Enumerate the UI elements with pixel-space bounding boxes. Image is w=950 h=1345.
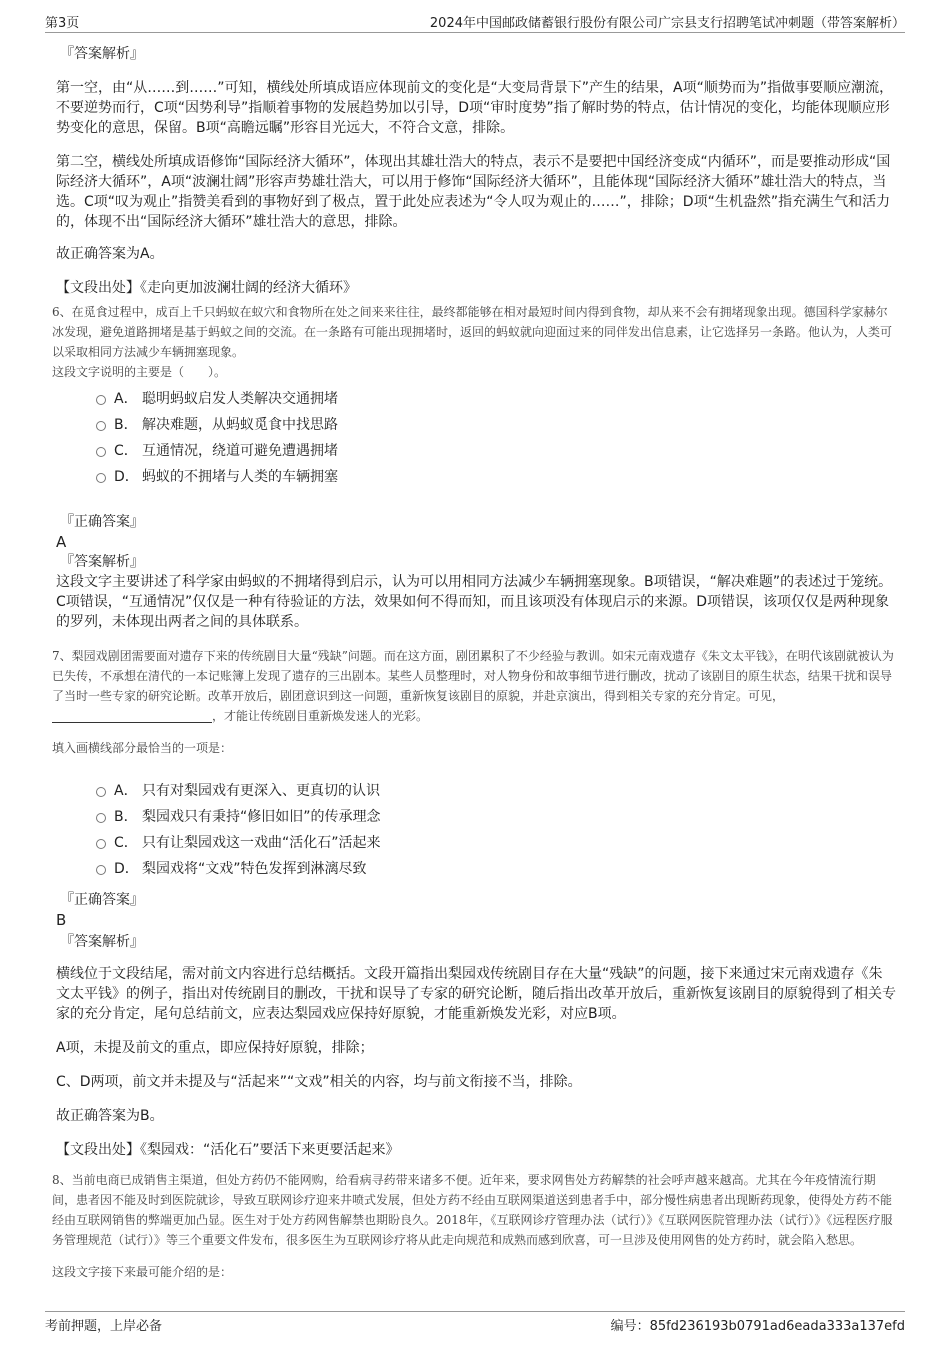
q7-options xyxy=(56,778,896,882)
q7-answer-label: 『正确答案』 xyxy=(60,892,144,908)
q7-analysis-p2: A项，未提及前文的重点，即应保持好原貌，排除； xyxy=(56,1040,374,1056)
q6-analysis-label: 『答案解析』 xyxy=(60,554,144,570)
q6-option-a[interactable]: A． 聪明蚂蚁启发人类解决交通拥堵 xyxy=(56,386,896,412)
q7-option-b[interactable]: B． 梨园戏只有秉持“修旧如旧”的传承理念 xyxy=(56,804,896,830)
radio-icon[interactable] xyxy=(96,839,106,849)
radio-icon[interactable] xyxy=(96,787,106,797)
q7-answer: B xyxy=(56,911,67,929)
q7-prompt: 填入画横线部分最恰当的一项是： xyxy=(52,741,233,755)
q7-question-text: 7、梨园戏剧团需要面对遗存下来的传统剧目大量“残缺”问题。而在这方面，剧团累积了不少经验与教训。如宋元南戏遗存《朱文太平钱》，在明代该剧就被认为已失传，不承想在清代的一本记账簿上发现了遗存的三出剧本。某些人员整理时，对人物身份和故事细节进行删改，扰动了该剧目的原生状态，结果干扰和误导了当时一些专家的研究论断。改革开放后，剧团意识到这一问题，重新恢复该剧目的原貌，并赴京演出，得到相关专家的充分肯定。可见，，才能让传统剧目重新焕发迷人的光彩。 xyxy=(52,649,894,723)
document-body xyxy=(52,44,896,1282)
q7-option-d[interactable]: D． 梨园戏将“文戏”特色发挥到淋漓尽致 xyxy=(56,856,896,882)
q7-conclusion: 故正确答案为B。 xyxy=(56,1108,164,1124)
radio-icon[interactable] xyxy=(96,421,106,431)
q7-option-a[interactable]: A． 只有对梨园戏有更深入、更真切的认识 xyxy=(56,778,896,804)
fill-in-blank xyxy=(52,708,212,723)
q7-option-c[interactable]: C． 只有让梨园戏这一戏曲“活化石”活起来 xyxy=(56,830,896,856)
q5-analysis-p2: 第二空，横线处所填成语修饰“国际经济大循环”，体现出其雄壮浩大的特点，表示不是要把中国经济变成“内循环”，而是要推动形成“国际经济大循环”，A项“波澜壮阔”形容声势雄壮浩大，可以用于修饰“国际经济大循环”，且能体现“国际经济大循环”雄壮浩大的特点，当选。C项“叹为观止”指赞美看到的事物好到了极点，置于此处应表述为“令人叹为观止的……”，排除；D项“生机盎然”指充满生气和活力的，体现不出“国际经济大循环”雄壮浩大的意思，排除。 xyxy=(56,154,891,230)
page-footer xyxy=(45,1311,905,1334)
q6-options xyxy=(56,386,896,490)
q6-prompt: 这段文字说明的主要是（ ）。 xyxy=(52,365,227,379)
q6-analysis: 这段文字主要讲述了科学家由蚂蚁的不拥堵得到启示，认为可以用相同方法减少车辆拥塞现象。B项错误，“解决难题”的表述过于笼统。C项错误，“互通情况”仅仅是一种有待验证的方法，效果如何不得而知，而且该项没有体现启示的来源。D项错误，该项仅仅是两种现象的罗列，未体现出两者之间的具体联系。 xyxy=(56,574,893,630)
radio-icon[interactable] xyxy=(96,473,106,483)
page-header xyxy=(45,10,905,33)
q5-analysis-p1: 第一空，由“从……到……”可知，横线处所填成语应体现前文的变化是“大变局背景下”产生的结果，A项“顺势而为”指做事要顺应潮流，不要逆势而行，C项“因势利导”指顺着事物的发展趋势加以引导，D项“审时度势”指了解时势的特点，估计情况的变化，均能体现顺应形势变化的意思，保留。B项“高瞻远瞩”形容目光远大，不符合文意，排除。 xyxy=(56,80,894,136)
q5-source: 【文段出处】《走向更加波澜壮阔的经济大循环》 xyxy=(56,280,357,296)
q7-source: 【文段出处】《梨园戏：“活化石”要活下来更要活起来》 xyxy=(56,1142,400,1158)
q6-question-text: 6、在觅食过程中，成百上千只蚂蚁在蚁穴和食物所在处之间来来往往，最终都能够在相对最短时间内得到食物，却从来不会有拥堵现象出现。德国科学家赫尔冰发现，避免道路拥堵是基于蚂蚁之间的交流。在一条路有可能出现拥堵时，返回的蚂蚁就向迎面过来的同伴发出信息素，让它选择另一条路。他认为，人类可以采取相同方法减少车辆拥塞现象。 xyxy=(52,305,893,359)
document-title: 2024年中国邮政储蓄银行股份有限公司广宗县支行招聘笔试冲刺题（带答案解析） xyxy=(429,16,905,31)
q6-option-b[interactable]: B． 解决难题，从蚂蚁觅食中找思路 xyxy=(56,412,896,438)
footer-slogan: 考前押题，上岸必备 xyxy=(45,1319,163,1334)
radio-icon[interactable] xyxy=(96,447,106,457)
q6-option-c[interactable]: C． 互通情况，绕道可避免遭遇拥堵 xyxy=(56,438,896,464)
q5-analysis-label: 『答案解析』 xyxy=(60,46,144,62)
document-id: 编号：85fd236193b0791ad6eada333a137efd xyxy=(610,1319,905,1334)
q6-answer-label: 『正确答案』 xyxy=(60,514,144,530)
q8-prompt: 这段文字接下来最可能介绍的是： xyxy=(52,1265,233,1279)
q6-option-d[interactable]: D． 蚂蚁的不拥堵与人类的车辆拥塞 xyxy=(56,464,896,490)
radio-icon[interactable] xyxy=(96,395,106,405)
q6-answer: A xyxy=(56,533,67,551)
q7-analysis-p1: 横线位于文段结尾，需对前文内容进行总结概括。文段开篇指出梨园戏传统剧目存在大量“残缺”的问题，接下来通过宋元南戏遗存《朱文太平钱》的例子，指出对传统剧目的删改，干扰和误导了专家的研究论断，随后指出改革开放后，重新恢复该剧目的原貌得到了相关专家的充分肯定，尾句总结前文，应表达梨园戏应保持好原貌，才能重新焕发光彩，对应B项。 xyxy=(56,966,896,1022)
page-number: 第3页 xyxy=(45,16,80,31)
q7-analysis-label: 『答案解析』 xyxy=(60,934,144,950)
q5-conclusion: 故正确答案为A。 xyxy=(56,246,164,262)
radio-icon[interactable] xyxy=(96,865,106,875)
q8-question-text: 8、当前电商已成销售主渠道，但处方药仍不能网购，给看病寻药带来诸多不便。近年来，要求网售处方药解禁的社会呼声越来越高。尤其在今年疫情流行期间，患者因不能及时到医院就诊，导致互联网诊疗迎来井喷式发展，但处方药不经由互联网渠道送到患者手中，部分慢性病患者出现断药现象，使得处方药不能经由互联网销售的弊端更加凸显。医生对于处方药网售解禁也期盼良久。2018年，《互联网诊疗管理办法（试行）》《互联网医院管理办法（试行）》《远程医疗服务管理规范（试行）》等三个重要文件发布，很多医生为互联网诊疗将从此走向规范和成熟而感到欣喜，可一旦涉及使用网售的处方药时，就会陷入愁思。 xyxy=(52,1173,893,1247)
q7-analysis-p3: C、D两项，前文并未提及与“活起来”“文戏”相关的内容，均与前文衔接不当，排除。 xyxy=(56,1074,582,1090)
radio-icon[interactable] xyxy=(96,813,106,823)
